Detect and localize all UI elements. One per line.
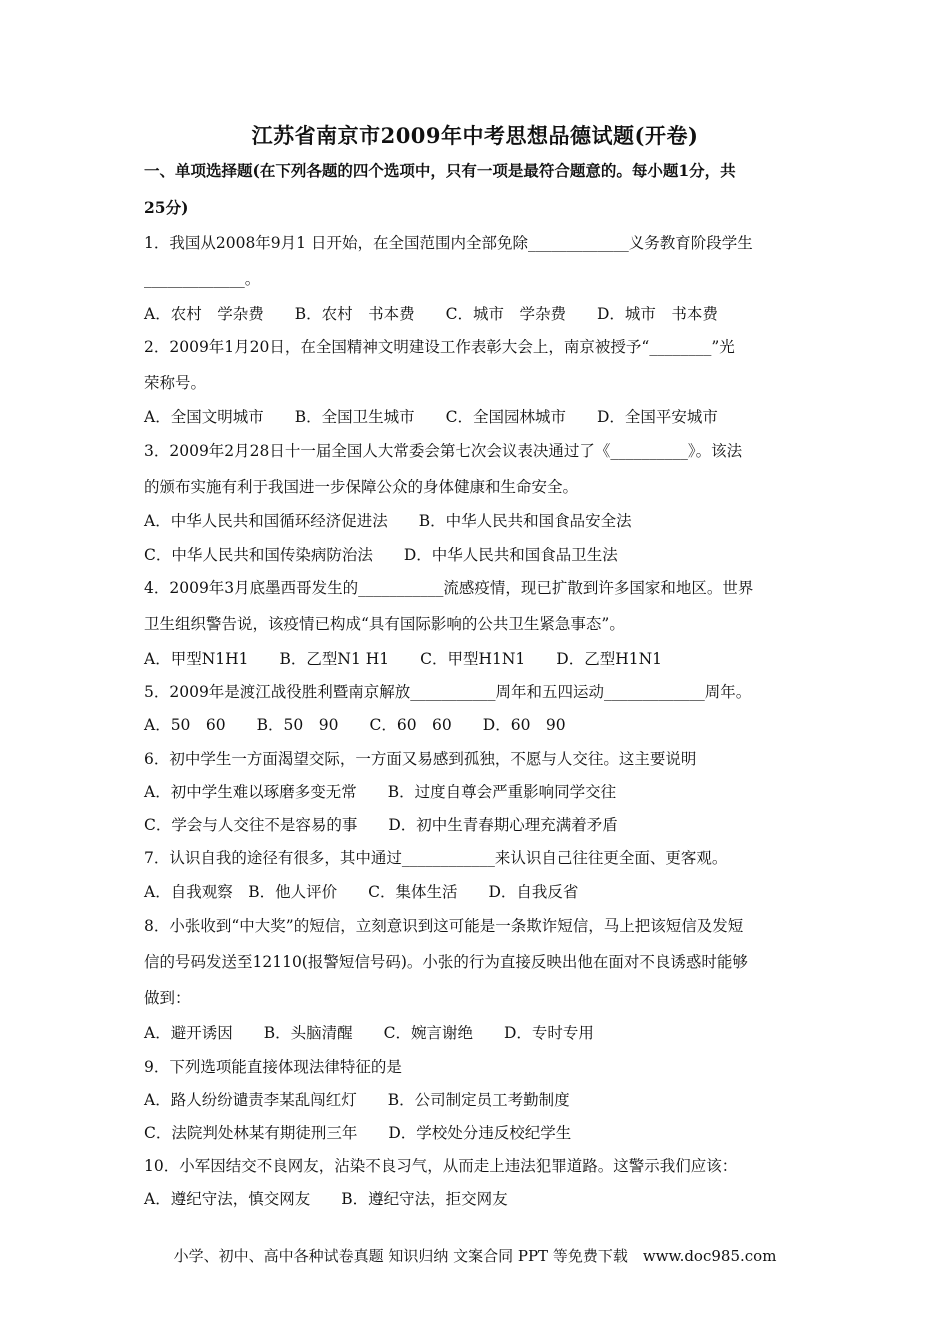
footer-text: 小学、初中、高中各种试卷真题 知识归纳 文案合同 PPT 等免费下载 www.doc985.com [173,1247,777,1265]
question-3-line-1: 3．2009年2月28日十一届全国人大常委会第七次会议表决通过了《__________》。该法 [144,442,743,460]
question-4-line-1: 4．2009年3月底墨西哥发生的___________流感疫情，现已扩散到许多国家和地区。世界 [144,579,754,597]
question-2-line-1: 2．2009年1月20日，在全国精神文明建设工作表彰大会上，南京被授予“________”光 [144,338,735,356]
question-1-options: A．农村 学杂费 B．农村 书本费 C．城市 学杂费 D．城市 书本费 [144,305,718,323]
question-7-options: A．自我观察 B．他人评价 C．集体生活 D．自我反省 [144,883,579,901]
question-6-options-ab: A．初中学生难以琢磨多变无常 B．过度自尊会严重影响同学交往 [144,783,617,801]
question-10-line-1: 10．小军因结交不良网友，沾染不良习气，从而走上违法犯罪道路。这警示我们应该： [144,1157,738,1175]
question-3-options-ab: A．中华人民共和国循环经济促进法 B．中华人民共和国食品安全法 [144,512,632,530]
question-9-line-1: 9．下列选项能直接体现法律特征的是 [144,1058,402,1076]
question-1-line-2: _____________。 [144,270,261,288]
question-7-line-1: 7．认识自我的途径有很多，其中通过____________来认识自己往往更全面、更客观。 [144,849,728,867]
question-8-options: A．避开诱因 B．头脑清醒 C．婉言谢绝 D．专时专用 [144,1024,594,1042]
question-4-line-2: 卫生组织警告说，该疫情已构成“具有国际影响的公共卫生紧急事态”。 [144,615,625,633]
question-6-line-1: 6．初中学生一方面渴望交际，一方面又易感到孤独，不愿与人交往。这主要说明 [144,750,697,768]
question-6-options-cd: C．学会与人交往不是容易的事 D．初中生青春期心理充满着矛盾 [144,816,618,834]
question-2-options: A．全国文明城市 B．全国卫生城市 C．全国园林城市 D．全国平安城市 [144,408,718,426]
question-8-line-1: 8．小张收到“中大奖”的短信，立刻意识到这可能是一条欺诈短信，马上把该短信及发短 [144,917,744,935]
section-heading-line-1: 一、单项选择题(在下列各题的四个选项中，只有一项是最符合题意的。每小题1分，共 [144,161,736,180]
question-9-options-ab: A．路人纷纷谴责李某乱闯红灯 B．公司制定员工考勤制度 [144,1091,570,1109]
question-2-line-2: 荣称号。 [144,374,207,392]
question-5-line-1: 5．2009年是渡江战役胜利暨南京解放___________周年和五四运动_____________周年。 [144,683,752,701]
question-8-line-2: 信的号码发送至12110(报警短信号码)。小张的行为直接反映出他在面对不良诱惑时能够 [144,953,748,971]
question-5-options: A．50 60 B．50 90 C．60 60 D．60 90 [144,716,566,734]
question-4-options: A．甲型N1H1 B．乙型N1 H1 C．甲型H1N1 D．乙型H1N1 [144,650,663,668]
section-heading-line-2: 25分) [144,198,189,217]
question-9-options-cd: C．法院判处林某有期徒刑三年 D．学校处分违反校纪学生 [144,1124,572,1142]
question-3-options-cd: C．中华人民共和国传染病防治法 D．中华人民共和国食品卫生法 [144,546,618,564]
question-10-options: A．遵纪守法，慎交网友 B．遵纪守法，拒交网友 [144,1190,508,1208]
question-1-line-1: 1．我国从2008年9月1 日开始，在全国范围内全部免除_____________义务教育阶段学生 [144,234,753,252]
question-8-line-3: 做到： [144,989,191,1007]
page-title: 江苏省南京市2009年中考思想品德试题(开卷) [251,123,699,148]
question-3-line-2: 的颁布实施有利于我国进一步保障公众的身体健康和生命安全。 [144,478,579,496]
